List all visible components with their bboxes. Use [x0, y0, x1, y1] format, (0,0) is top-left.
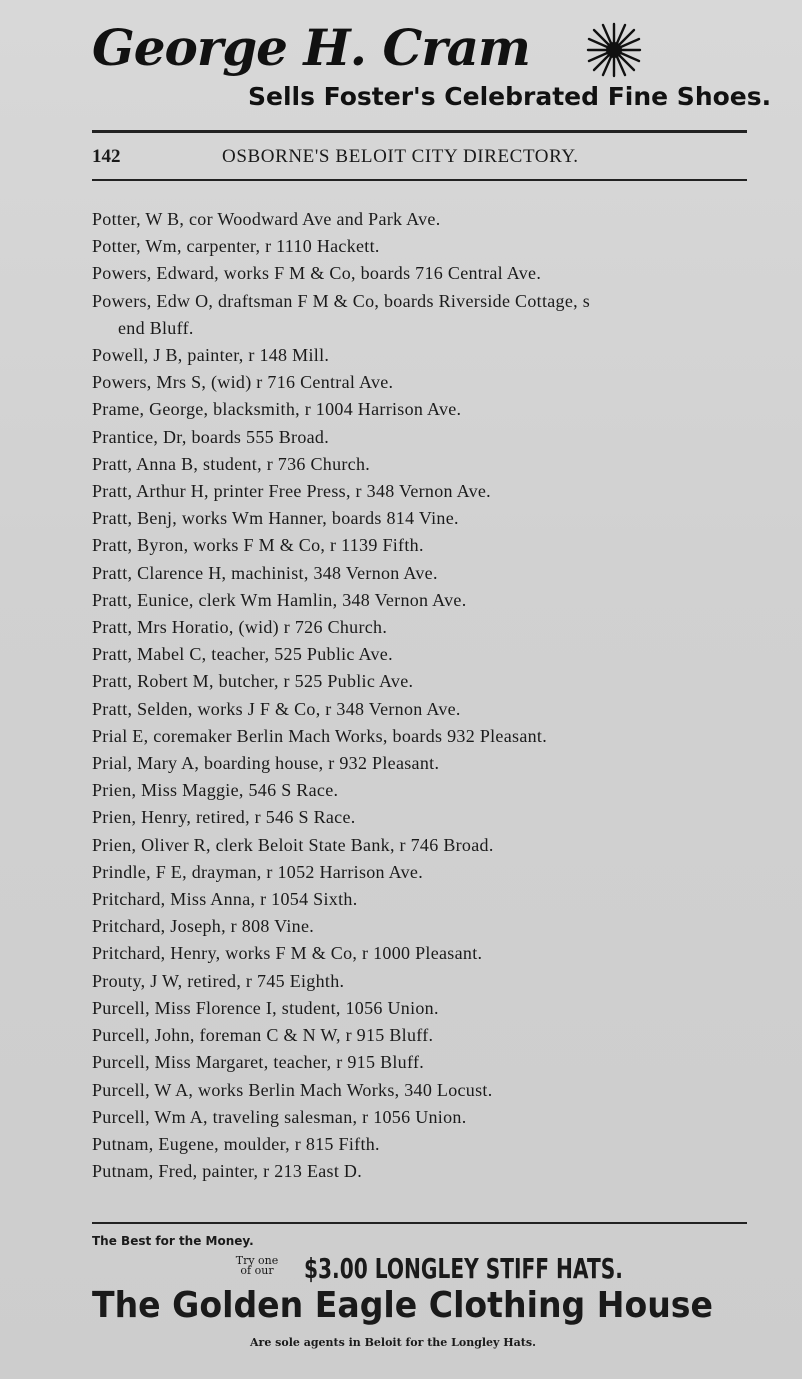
entry-text: Putnam, Eugene, moulder, r 815 Fifth. — [92, 1133, 380, 1154]
directory-entry — [92, 668, 772, 695]
directory-entry — [92, 1022, 772, 1049]
directory-entry — [92, 260, 772, 287]
entry-text: Pratt, Byron, works F M & Co, r 1139 Fifth. — [92, 535, 424, 556]
directory-entry — [92, 233, 772, 260]
directory-entry — [92, 1049, 772, 1076]
directory-entry — [92, 532, 772, 559]
directory-entry — [92, 723, 772, 750]
entry-text: Prial E, coremaker Berlin Mach Works, boards 932 Pleasant. — [92, 725, 548, 746]
entry-text: Powell, J B, painter, r 148 Mill. — [92, 345, 330, 366]
entry-text: Powers, Mrs S, (wid) r 716 Central Ave. — [92, 372, 394, 393]
entry-text: Pratt, Mrs Horatio, (wid) r 726 Church. — [92, 617, 388, 638]
directory-entry — [92, 750, 772, 777]
entry-text: Purcell, Wm A, traveling salesman, r 1056 Union. — [92, 1106, 467, 1127]
directory-entry — [92, 396, 772, 423]
entry-text: Potter, W B, cor Woodward Ave and Park Ave. — [92, 209, 441, 229]
advertiser-name: George H. Cram — [92, 18, 530, 77]
directory-entry — [92, 804, 772, 831]
entry-text: Powers, Edw O, draftsman F M & Co, boards Riverside Cottage, s — [92, 290, 591, 311]
directory-entry — [92, 859, 772, 886]
directory-entry — [92, 560, 772, 587]
entry-text: Pratt, Eunice, clerk Wm Hamlin, 348 Vernon Ave. — [92, 589, 467, 610]
ad-try-line1: Try one — [235, 1254, 279, 1267]
directory-entry — [92, 288, 772, 342]
directory-entry — [92, 940, 772, 967]
entry-text: Pratt, Benj, works Wm Hanner, boards 814 Vine. — [92, 508, 459, 529]
entry-text: Powers, Edward, works F M & Co, boards 716 Central Ave. — [92, 263, 542, 284]
directory-entry — [92, 968, 772, 995]
directory-entry — [92, 424, 772, 451]
entry-text: Purcell, Miss Florence I, student, 1056 Union. — [92, 997, 439, 1018]
directory-entry — [92, 696, 772, 723]
directory-entry — [92, 1131, 772, 1158]
entry-text: Pritchard, Henry, works F M & Co, r 1000 Pleasant. — [92, 943, 483, 964]
directory-title: OSBORNE'S BELOIT CITY DIRECTORY. — [222, 146, 579, 167]
entry-text: Pratt, Robert M, butcher, r 525 Public Ave. — [92, 671, 414, 692]
directory-entry — [92, 1077, 772, 1104]
directory-entry — [92, 777, 772, 804]
directory-entry — [92, 1104, 772, 1131]
entry-text: Pratt, Arthur H, printer Free Press, r 348 Vernon Ave. — [92, 481, 491, 502]
entry-text: Prien, Oliver R, clerk Beloit State Bank, r 746 Broad. — [92, 834, 494, 855]
entry-text: Pritchard, Joseph, r 808 Vine. — [92, 916, 315, 937]
directory-entry — [92, 913, 772, 940]
page-number: 142 — [92, 146, 121, 167]
entry-text: Pratt, Anna B, student, r 736 Church. — [92, 453, 371, 474]
entry-text: Prien, Miss Maggie, 546 S Race. — [92, 780, 339, 801]
entry-text: Prantice, Dr, boards 555 Broad. — [92, 426, 330, 447]
entry-text: Putnam, Fred, painter, r 213 East D. — [92, 1161, 363, 1182]
top-advertisement — [92, 18, 772, 118]
header-divider — [92, 179, 747, 181]
directory-entry — [92, 995, 772, 1022]
entry-text: Pratt, Mabel C, teacher, 525 Public Ave. — [92, 644, 393, 665]
advertiser-tagline: Sells Foster's Celebrated Fine Shoes. — [248, 82, 772, 111]
entry-text: Purcell, W A, works Berlin Mach Works, 340 Locust. — [92, 1079, 493, 1100]
directory-entry — [92, 832, 772, 859]
directory-entry — [92, 342, 772, 369]
entry-text: Purcell, Miss Margaret, teacher, r 915 Bluff. — [92, 1052, 425, 1073]
entry-text: Prouty, J W, retired, r 745 Eighth. — [92, 970, 345, 991]
entry-text: Pratt, Selden, works J F & Co, r 348 Vernon Ave. — [92, 698, 461, 719]
directory-entry — [92, 1158, 772, 1185]
directory-entry — [92, 478, 772, 505]
entry-text: Prien, Henry, retired, r 546 S Race. — [92, 807, 356, 828]
directory-entry — [92, 587, 772, 614]
bottom-advertisement — [92, 1230, 752, 1370]
entry-text: Purcell, John, foreman C & N W, r 915 Bluff. — [92, 1025, 434, 1046]
entry-text: Potter, Wm, carpenter, r 1110 Hackett. — [92, 236, 380, 257]
ad-try-line2: of our — [240, 1264, 274, 1277]
directory-entry — [92, 505, 772, 532]
directory-entry — [92, 886, 772, 913]
ad-store-name: The Golden Eagle Clothing House — [92, 1285, 713, 1326]
top-divider — [92, 130, 747, 133]
directory-entry — [92, 206, 772, 233]
starburst-logo-icon — [586, 22, 642, 78]
entry-text: Prame, George, blacksmith, r 1004 Harrison Ave. — [92, 399, 462, 420]
page-header — [92, 144, 747, 170]
ad-try-text — [226, 1256, 288, 1276]
directory-entry — [92, 451, 772, 478]
ad-agents-note: Are sole agents in Beloit for the Longley Hats. — [250, 1336, 536, 1349]
directory-entry — [92, 369, 772, 396]
directory-entries — [92, 206, 772, 1185]
bottom-divider — [92, 1222, 747, 1224]
entry-text: Pratt, Clarence H, machinist, 348 Vernon Ave. — [92, 562, 438, 583]
ad-hats-offer: $3.00 LONGLEY STIFF HATS. — [304, 1252, 623, 1285]
entry-continuation: end Bluff. — [118, 317, 194, 338]
directory-entry — [92, 641, 772, 668]
directory-entry — [92, 614, 772, 641]
entry-text: Prindle, F E, drayman, r 1052 Harrison Ave. — [92, 861, 424, 882]
entry-text: Pritchard, Miss Anna, r 1054 Sixth. — [92, 889, 358, 910]
entry-text: Prial, Mary A, boarding house, r 932 Pleasant. — [92, 753, 440, 774]
ad-slogan: The Best for the Money. — [92, 1234, 254, 1248]
